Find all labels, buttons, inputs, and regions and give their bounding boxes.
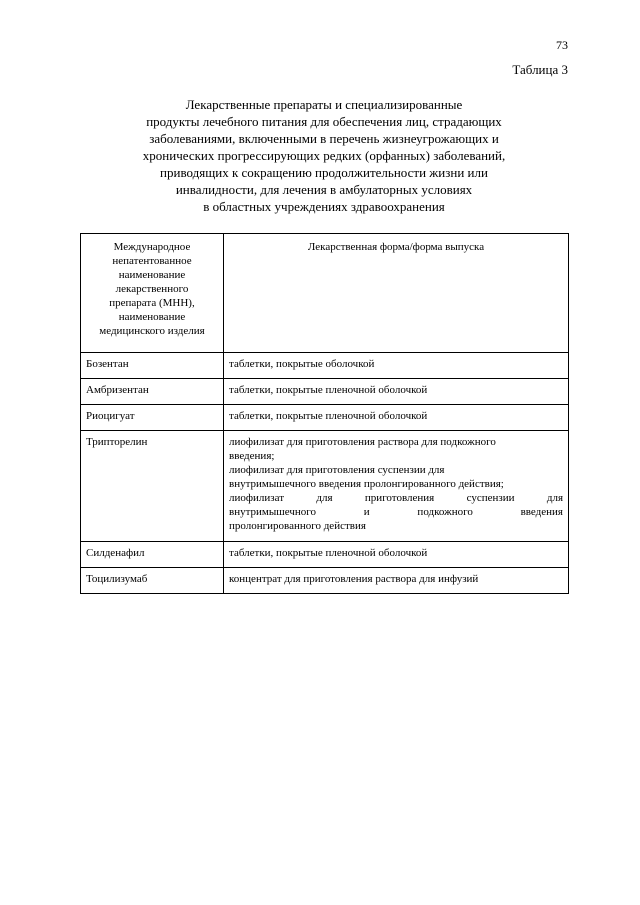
- dosage-form: таблетки, покрытые пленочной оболочкой: [224, 542, 569, 568]
- dosage-form: концентрат для приготовления раствора для инфузий: [224, 568, 569, 594]
- title-line: в областных учреждениях здравоохранения: [203, 199, 445, 214]
- table-row: [81, 405, 569, 431]
- table-row: [81, 353, 569, 379]
- page-number: 73: [556, 38, 568, 52]
- dosage-form: лиофилизат для приготовления раствора для подкожного введения; лиофилизат для приготовления суспензии для внутримышечного введения пролонгированного действия; лиофилизат для приготовления суспензии для внутримышечного и подкожного введения пролонгированного действия: [224, 431, 569, 542]
- title-line: заболеваниями, включенными в перечень жизнеугрожающих и: [149, 131, 499, 146]
- table-row: [81, 431, 569, 542]
- drug-name: Риоцигуат: [81, 405, 224, 431]
- drug-name: Трипторелин: [81, 431, 224, 542]
- header-inn-name: Международное непатентованное наименование лекарственного препарата (МНН), наименование медицинского изделия: [81, 234, 224, 353]
- drug-name: Амбризентан: [81, 379, 224, 405]
- drug-name: Тоцилизумаб: [81, 568, 224, 594]
- title-line: инвалидности, для лечения в амбулаторных условиях: [175, 182, 473, 197]
- header-dosage-form: Лекарственная форма/форма выпуска: [224, 234, 569, 353]
- table-row: [81, 568, 569, 594]
- title-line: хронических прогрессирующих редких (орфанных) заболеваний,: [142, 148, 506, 163]
- drug-name: Силденафил: [81, 542, 224, 568]
- table-row: [81, 542, 569, 568]
- title-line: Лекарственные препараты и специализированные: [185, 97, 463, 112]
- dosage-form: таблетки, покрытые пленочной оболочкой: [224, 379, 569, 405]
- title-line: приводящих к сокращению продолжительности жизни или: [160, 165, 488, 180]
- table-header-row: [81, 234, 569, 353]
- table-label: Таблица 3: [512, 62, 568, 77]
- medications-table: [80, 233, 569, 594]
- title-line: продукты лечебного питания для обеспечения лиц, страдающих: [146, 114, 502, 129]
- drug-name: Бозентан: [81, 353, 224, 379]
- document-title: [80, 96, 568, 215]
- dosage-form: таблетки, покрытые пленочной оболочкой: [224, 405, 569, 431]
- dosage-form: таблетки, покрытые оболочкой: [224, 353, 569, 379]
- table-row: [81, 379, 569, 405]
